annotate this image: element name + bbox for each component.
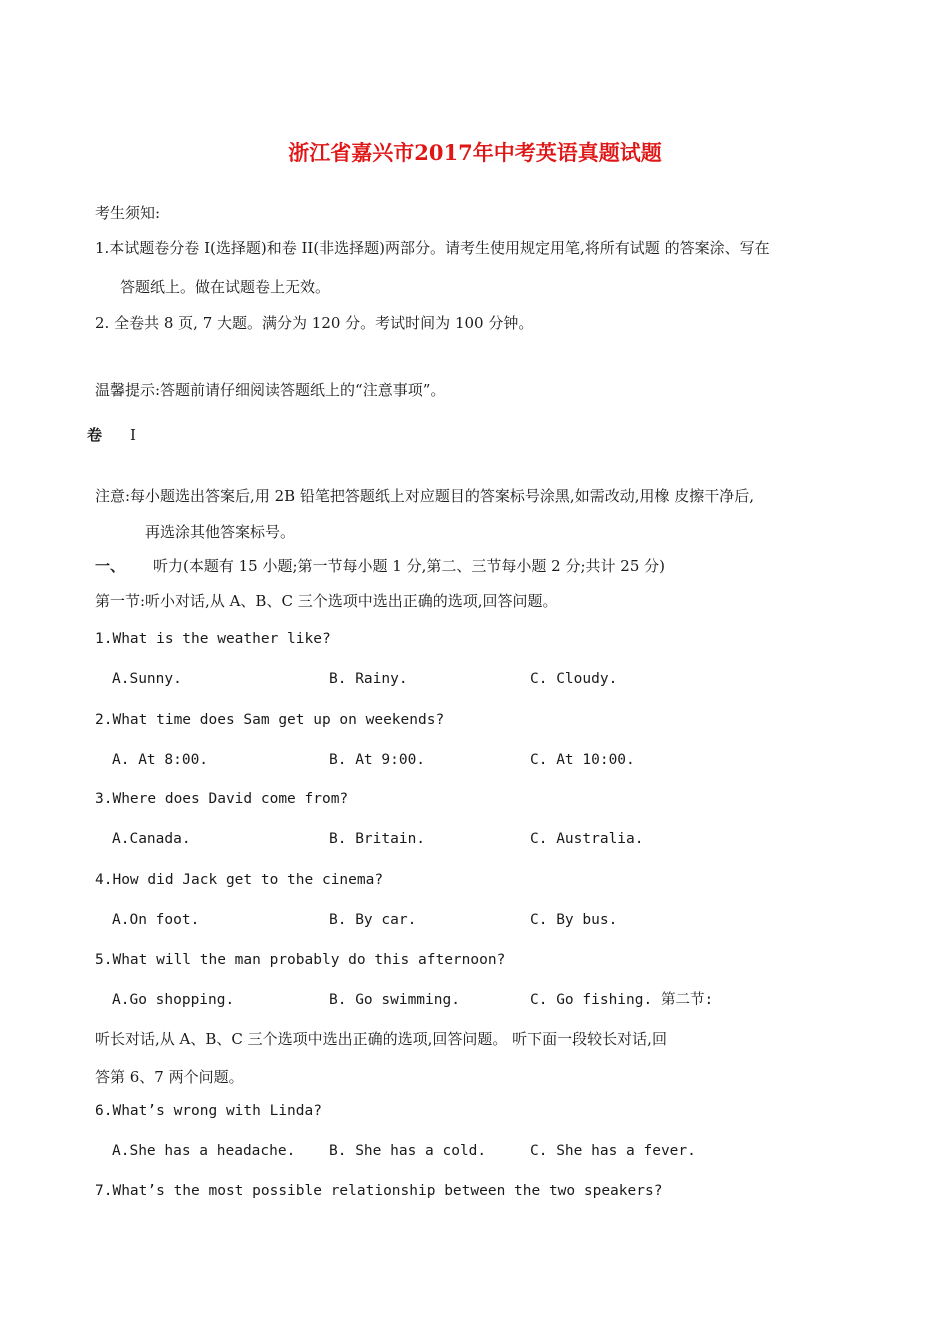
question-1: 1.What is the weather like? [95, 631, 331, 647]
q1-option-b: B. Rainy. [329, 671, 408, 687]
q5-option-b: B. Go swimming. [329, 992, 460, 1008]
question-3: 3.Where does David come from? [95, 791, 349, 807]
q3-option-c: C. Australia. [530, 831, 644, 847]
q2-option-c: C. At 10:00. [530, 752, 635, 768]
question-2: 2.What time does Sam get up on weekends? [95, 712, 445, 728]
volume-label: 卷 [87, 426, 103, 444]
q1-option-a: A.Sunny. [112, 671, 182, 687]
notice-item-2: 2. 全卷共 8 页, 7 大题。满分为 120 分。考试时间为 100 分钟。 [95, 314, 534, 332]
q5-option-a: A.Go shopping. [112, 992, 235, 1008]
question-5: 5.What will the man probably do this afternoon? [95, 952, 506, 968]
question-4: 4.How did Jack get to the cinema? [95, 872, 384, 888]
q4-option-b: B. By car. [329, 912, 417, 928]
q2-option-b: B. At 9:00. [329, 752, 426, 768]
question-6: 6.What’s wrong with Linda? [95, 1103, 322, 1119]
q1-option-c: C. Cloudy. [530, 671, 618, 687]
tip-text: 温馨提示:答题前请仔细阅读答题纸上的“注意事项”。 [95, 381, 446, 399]
q3-option-b: B. Britain. [329, 831, 426, 847]
part2-instruction-continued: 答第 6、7 两个问题。 [95, 1068, 244, 1086]
section-heading: 听力(本题有 15 小题;第一节每小题 1 分,第二、三节每小题 2 分;共计 25 分) [153, 557, 665, 575]
notice-heading: 考生须知: [95, 204, 161, 222]
q6-option-c: C. She has a fever. [530, 1143, 696, 1159]
part1-instruction: 第一节:听小对话,从 A、B、C 三个选项中选出正确的选项,回答问题。 [95, 592, 558, 610]
q2-option-a: A. At 8:00. [112, 752, 209, 768]
q6-option-a: A.She has a headache. [112, 1143, 296, 1159]
question-7: 7.What’s the most possible relationship between the two speakers? [95, 1183, 663, 1199]
page-title: 浙江省嘉兴市2017年中考英语真题试题 [288, 140, 662, 165]
part2-instruction: 听长对话,从 A、B、C 三个选项中选出正确的选项,回答问题。 听下面一段较长对话,回 [95, 1030, 667, 1048]
answer-note-continued: 再选涂其他答案标号。 [145, 523, 296, 541]
q4-option-c: C. By bus. [530, 912, 618, 928]
notice-item-1: 1.本试题卷分卷 I(选择题)和卷 II(非选择题)两部分。请考生使用规定用笔,将所有试题 的答案涂、写在 [95, 239, 770, 257]
q4-option-a: A.On foot. [112, 912, 200, 928]
q3-option-a: A.Canada. [112, 831, 191, 847]
q6-option-b: B. She has a cold. [329, 1143, 487, 1159]
q5-option-c: C. Go fishing. 第二节: [530, 992, 714, 1008]
answer-note: 注意:每小题选出答案后,用 2B 铅笔把答题纸上对应题目的答案标号涂黑,如需改动,用橡 皮擦干净后, [95, 487, 755, 505]
notice-item-1-continued: 答题纸上。做在试题卷上无效。 [120, 278, 331, 296]
section-number: 一、 [95, 557, 126, 575]
volume-number: I [130, 426, 136, 444]
